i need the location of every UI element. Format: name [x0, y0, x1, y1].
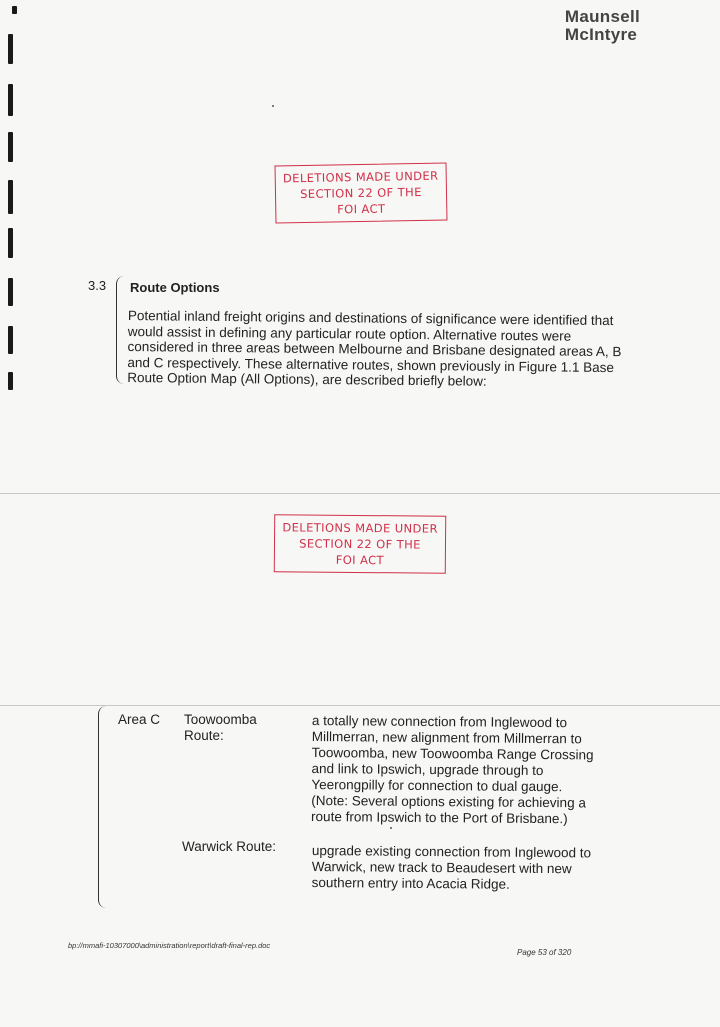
company-logo: [565, 8, 640, 44]
binding-mark: [8, 34, 13, 64]
stamp-line-3: FOI ACT: [337, 201, 386, 217]
route-description: a totally new connection from Inglewood to Millmerran, new alignment from Millmerran to Toowoomba, new Toowoomba Range Crossing and link to Ipswich, upgrade through to Yeerongpilly for connection to dual gauge. (Note: Several options existing for achieving a route from Ipswich to the Port of Brisbane.): [311, 713, 594, 827]
binding-mark: [8, 372, 13, 390]
binding-mark: [8, 228, 13, 258]
divider-line: [0, 493, 720, 494]
logo-line-2: McIntyre: [564, 25, 638, 44]
section-bracket: [116, 276, 125, 384]
binding-mark: [12, 6, 17, 14]
section-paragraph: Potential inland freight origins and destinations of significance were identified that would assist in defining any particular route option. Alternative routes were considered in three areas between Melbourne and Brisbane designated areas A, B and C respectively. These alternative routes, shown previously in Figure 1.1 Base Route Option Map (All Options), are described briefly below:: [127, 308, 622, 389]
binding-mark: [8, 180, 13, 214]
route-description: upgrade existing connection from Inglewood to Warwick, new track to Beaudesert with new southern entry into Acacia Ridge.: [311, 843, 592, 892]
deletion-stamp: [275, 163, 448, 224]
stamp-line-1: DELETIONS MADE UNDER: [282, 520, 438, 536]
binding-mark: [8, 84, 13, 116]
stamp-line-2: SECTION 22 OF THE: [299, 536, 421, 552]
stamp-line-3: FOI ACT: [335, 552, 385, 568]
stamp-line-1: DELETIONS MADE UNDER: [282, 168, 439, 186]
route-name: Warwick Route:: [182, 839, 277, 854]
logo-line-1: Maunsell: [564, 7, 640, 26]
binding-mark: [8, 132, 13, 162]
page-number: Page 53 of 320: [517, 948, 572, 957]
deletion-stamp: [274, 514, 446, 573]
section-title: Route Options: [130, 280, 220, 295]
scan-speck: [390, 827, 392, 829]
binding-mark: [8, 326, 13, 354]
scan-speck: [272, 105, 274, 107]
area-label: Area C: [118, 712, 161, 727]
route-name: Toowoomba Route:: [184, 712, 257, 743]
section-number: 3.3: [88, 278, 107, 293]
file-path: bp://mmafi-10307000\administration\report\draft-final-rep.doc: [68, 941, 271, 950]
binding-mark: [8, 278, 13, 306]
area-bracket: [98, 706, 109, 908]
stamp-line-2: SECTION 22 OF THE: [300, 184, 422, 202]
